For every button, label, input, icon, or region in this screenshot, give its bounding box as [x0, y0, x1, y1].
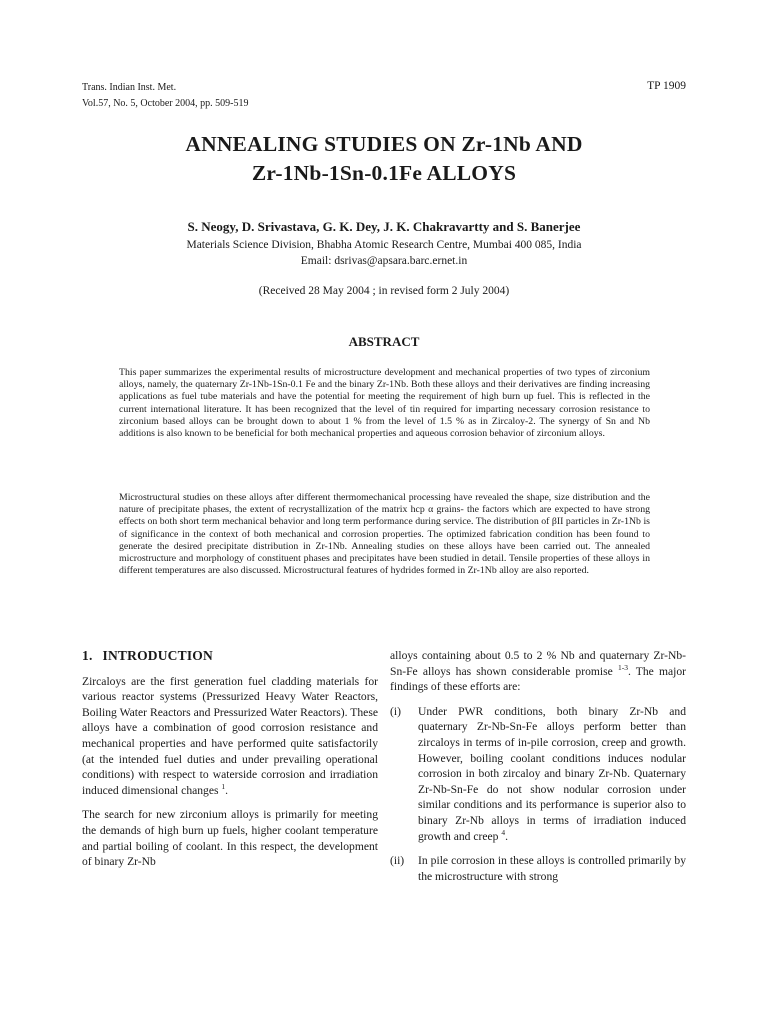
authors: S. Neogy, D. Srivastava, G. K. Dey, J. K. Chakravartty and S. Banerjee — [187, 219, 581, 234]
intro-paragraph-1 — [82, 674, 378, 799]
list-text — [418, 704, 686, 844]
section-title: INTRODUCTION — [102, 648, 213, 663]
right-column — [390, 648, 686, 893]
list-marker: (i) — [390, 704, 401, 718]
intro-paragraph-2: The search for new zirconium alloys is primarily for meeting the demands of high burn up fuels, higher coolant temperature and partial boiling of coolant. In this respect, the development of binary Zr-Nb — [82, 808, 378, 869]
intro-paragraph-3 — [390, 648, 686, 695]
list-text-end: . — [505, 829, 509, 843]
citation-ref: 1-3 — [617, 662, 628, 672]
journal-name: Trans. Indian Inst. Met. — [82, 82, 177, 93]
received-date: (Received 28 May 2004 ; in revised form 2 July 2004) — [258, 285, 510, 297]
list-item — [390, 704, 686, 844]
abstract-paragraph-1: This paper summarizes the experimental results of microstructure development and mechanical properties of two types of zirconium alloys, namely, the quaternary Zr-1Nb-1Sn-0.1 Fe and the binary Zr-1Nb. Both these alloys and their derivatives are finding increasing applications as fuel tube materials and have the potential for meeting the requirement of high burn up fuel. This is reflected in the current international literature. It has been recognized that the level of tin required for imparting necessary corrosion resistance to zirconium based alloys can be brought down to about 1 % from the level of 1.5 % as in Zircaloy-2. The synergy of Sn and Nb additions is also known to be beneficial for both mechanical properties and aqueous corrosion behavior of zirconium alloys. — [119, 367, 650, 440]
list-text-body: Under PWR conditions, both binary Zr-Nb and quaternary Zr-Nb-Sn-Fe alloys perform better than zircaloys in terms of in-pile corrosion, creep and growth. However, boiling coolant conditions induces nodular corrosion in both zircaloy and binary Zr-Nb. Quaternary Zr-Nb-Sn-Fe do not show nodular corrosion under similar conditions and its performance is superior also to binary Zr-Nb alloys in terms of irradiation induced growth and creep — [418, 704, 686, 843]
list-marker: (ii) — [390, 854, 405, 868]
intro-paragraph-1-end: . — [225, 783, 229, 797]
section-heading — [82, 648, 378, 664]
left-column — [82, 648, 378, 879]
email: Email: dsrivas@apsara.barc.ernet.in — [300, 255, 468, 267]
title-line-1: ANNEALING STUDIES ON Zr-1Nb AND — [185, 132, 583, 156]
abstract-heading: ABSTRACT — [348, 334, 420, 349]
section-number: 1. — [82, 648, 93, 663]
intro-paragraph-3-text: alloys containing about 0.5 to 2 % Nb and quaternary Zr-Nb-Sn-Fe alloys has shown considerable promise — [390, 649, 686, 678]
tp-number: TP 1909 — [647, 80, 686, 92]
affiliation: Materials Science Division, Bhabha Atomic Research Centre, Mumbai 400 085, India — [186, 239, 582, 251]
intro-paragraph-1-text: Zircaloys are the first generation fuel cladding materials for various reactor systems (Pressurized Heavy Water Reactors, Boiling Water Reactors and Pressurized Water Reactors). These alloys have a combination of good corrosion resistance and mechanical properties and have performed quite satisfactorily (at the intended fuel duties and under prevailing operational conditions) with respect to waterside corrosion and irradiation induced dimensional changes — [82, 674, 378, 797]
title-line-2: Zr-1Nb-1Sn-0.1Fe ALLOYS — [251, 161, 517, 185]
list-item — [390, 853, 686, 884]
affiliation-block — [0, 237, 768, 269]
journal-citation — [82, 80, 248, 112]
abstract-paragraph-2: Microstructural studies on these alloys after different thermomechanical processing have revealed the shape, size distribution and the nature of precipitate phases, the extent of recrystallization of the matrix hcp α grains- the factors which are expected to have strong effects on both short term mechanical behavior and long term performance during service. The distribution of βII particles in Zr-1Nb is of significance in the context of both mechanical and corrosion properties. The optimized fabrication condition has been found to generate the desired precipitate distribution in Zr-1Nb. Annealing studies on these alloys have been carried out. The annealed microstructure and morphology of constituent phases and precipitates have been studied in detail. Tensile properties of these alloys in different temperatures are also discussed. Microstructural features of hydrides formed in Zr-1Nb alloy are also reported. — [119, 492, 650, 577]
intro-paragraph-3-end: . The major findings of these efforts are: — [390, 664, 686, 694]
citation-ref: 1 — [221, 781, 226, 791]
journal-volume: Vol.57, No. 5, October 2004, pp. 509-519 — [82, 98, 249, 109]
citation-ref: 4 — [501, 827, 506, 837]
list-text: In pile corrosion in these alloys is controlled primarily by the microstructure with strong — [418, 854, 686, 883]
paper-title — [0, 130, 768, 188]
